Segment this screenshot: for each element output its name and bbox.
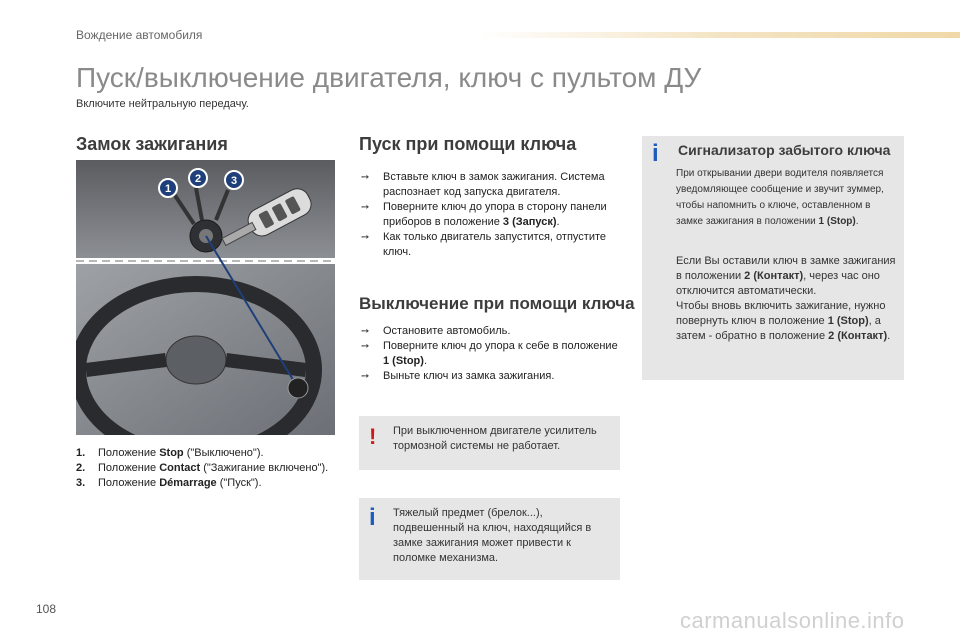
list-item: ➙ Остановите автомобиль. <box>361 325 511 337</box>
bullet-arrow-icon: ➙ <box>361 341 370 352</box>
bullet-arrow-icon: ➙ <box>361 232 370 243</box>
warning-box <box>359 416 620 470</box>
list-item: ➙ Выньте ключ из замка зажигания. <box>361 370 555 382</box>
bullet-arrow-icon: ➙ <box>361 172 370 183</box>
header-rule <box>480 32 960 38</box>
stop-steps <box>361 324 623 384</box>
warning-text: При выключенном двигателе усилитель тормозной системы не работает. <box>393 425 597 452</box>
stop-key-heading: Выключение при помощи ключа <box>359 294 635 313</box>
info-icon: i <box>369 504 376 531</box>
warning-icon: ! <box>369 424 377 449</box>
start-steps <box>361 170 623 260</box>
position-item: 1. Положение Stop ("Выключено"). <box>76 447 264 459</box>
callout-3 <box>225 171 243 189</box>
svg-text:1: 1 <box>164 183 172 195</box>
bullet-arrow-icon: ➙ <box>361 202 370 213</box>
list-item: ➙ Вставьте ключ в замок зажигания. Система распознает код запуска двигателя. <box>361 171 605 198</box>
watermark: carmanualsonline.info <box>680 608 905 633</box>
page-subtitle: Включите нейтральную передачу. <box>76 98 249 110</box>
page-title: Пуск/выключение двигателя, ключ с пультом ДУ <box>76 62 702 93</box>
position-item: 3. Положение Démarrage ("Пуск"). <box>76 477 262 489</box>
info-text: Тяжелый предмет (брелок...), подвешенный на ключ, находящийся в замке зажигания может привести к поломке механизма. <box>393 507 592 564</box>
info-icon: i <box>652 140 659 167</box>
ignition-photo <box>76 160 335 435</box>
alarm-paragraph: При открывании двери водителя появляется уведомляющее сообщение и звучит зуммер, чтобы напомнить о ключе, оставленном в замке зажигания в положении 1 (Stop). <box>676 168 884 227</box>
page-number: 108 <box>36 602 57 616</box>
start-key-heading: Пуск при помощи ключа <box>359 134 577 154</box>
svg-text:2: 2 <box>194 173 202 185</box>
position-list <box>76 446 341 491</box>
alarm-title: Сигнализатор забытого ключа <box>678 142 891 158</box>
alarm-paragraph: Если Вы оставили ключ в замке зажигания в положении 2 (Контакт), через час оно отключится автоматически. Чтобы вновь включить зажигание, нужно повернуть ключ в положение 1 (Stop), а затем - обратно в положение 2 (Контакт). <box>676 255 896 342</box>
bullet-arrow-icon: ➙ <box>361 371 370 382</box>
list-item: ➙ Поверните ключ до упора к себе в положение 1 (Stop). <box>361 340 618 367</box>
position-item: 2. Положение Contact ("Зажигание включено"). <box>76 462 329 474</box>
svg-text:3: 3 <box>230 175 238 187</box>
alarm-box <box>642 136 904 380</box>
list-item: ➙ Как только двигатель запустится, отпустите ключ. <box>361 231 606 258</box>
ignition-heading: Замок зажигания <box>76 134 228 154</box>
info-box <box>359 498 620 580</box>
list-item: ➙ Поверните ключ до упора в сторону панели приборов в положение 3 (Запуск). <box>361 201 607 228</box>
bullet-arrow-icon: ➙ <box>361 326 370 337</box>
callout-1 <box>159 179 177 197</box>
section-header: Вождение автомобиля <box>76 28 203 42</box>
callout-2 <box>189 169 207 187</box>
